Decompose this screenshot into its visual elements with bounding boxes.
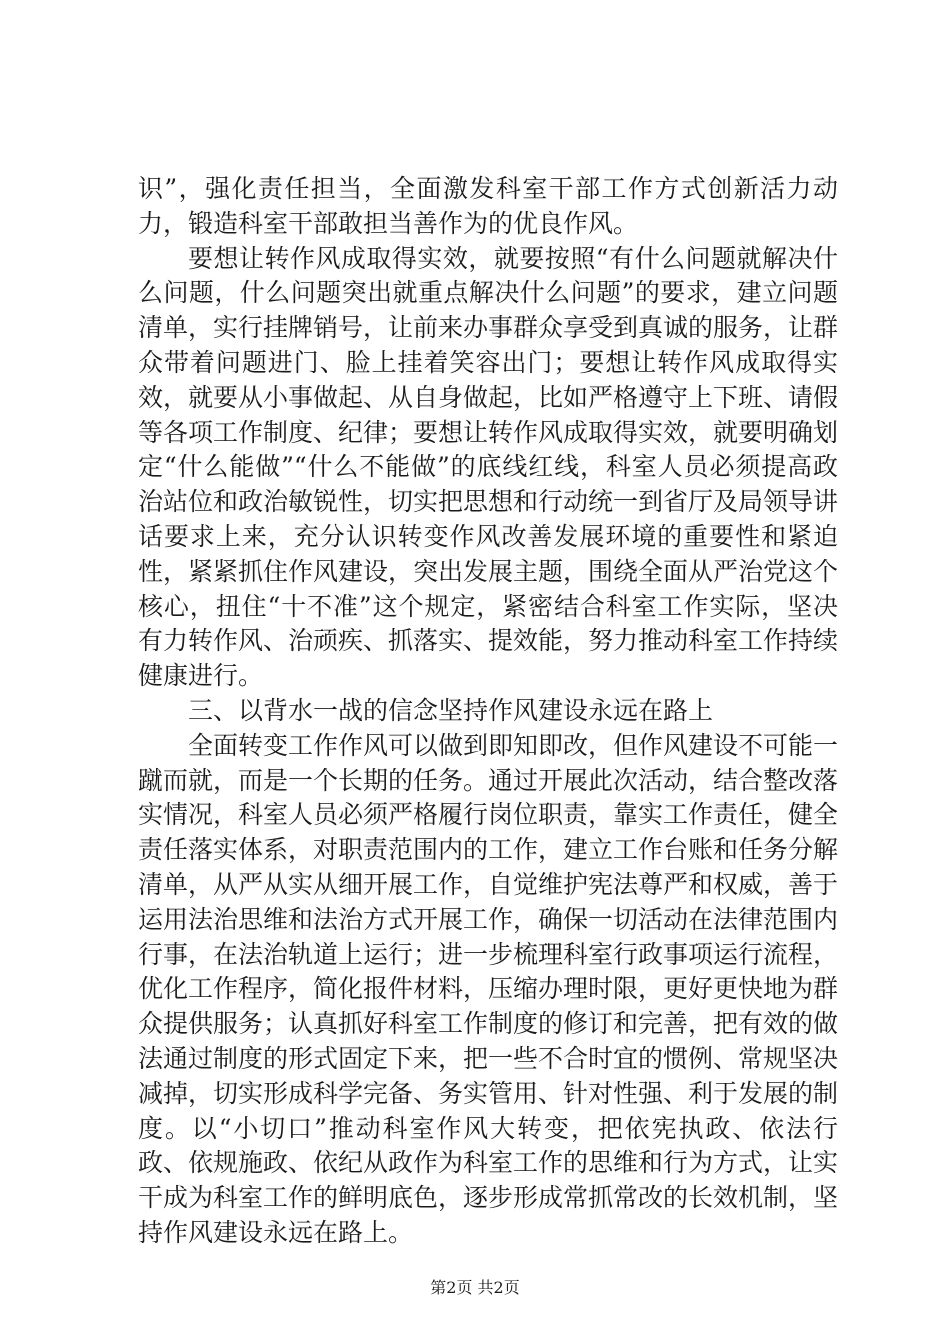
page-footer: 第2页 共2页 [430,1278,520,1297]
document-body [138,172,838,1251]
paragraph-transform-style: 要想让转作风成取得实效，就要按照“有什么问题就解决什么问题，什么问题突出就重点解决什么问题”的要求，建立问题清单，实行挂牌销号，让前来办事群众享受到真诚的服务，让群众带着问题进门、脸上挂着笑容出门；要想让转作风成取得实效，就要从小事做起、从自身做起，比如严格遵守上下班、请假等各项工作制度、纪律；要想让转作风成取得实效，就要明确划定“什么能做”“什么不能做”的底线红线，科室人员必须提高政治站位和政治敏锐性，切实把思想和行动统一到省厅及局领导讲话要求上来，充分认识转变作风改善发展环境的重要性和紧迫性，紧紧抓住作风建设，突出发展主题，围绕全面从严治党这个核心，扭住“十不准”这个规定，紧密结合科室工作实际，坚决有力转作风、治顽疾、抓落实、提效能，努力推动科室工作持续健康进行。 [138,243,839,691]
paragraph-continuation: 识”，强化责任担当，全面激发科室干部工作方式创新活力动力，锻造科室干部敢担当善作为的优良作风。 [138,174,838,238]
paragraph-long-term: 全面转变工作作风可以做到即知即改，但作风建设不可能一蹴而就，而是一个长期的任务。通过开展此次活动，结合整改落实情况，科室人员必须严格履行岗位职责，靠实工作责任，健全责任落实体系，对职责范围内的工作，建立工作台账和任务分解清单，从严从实从细开展工作，自觉维护宪法尊严和权威，善于运用法治思维和法治方式开展工作，确保一切活动在法律范围内行事，在法治轨道上运行；进一步梳理科室行政事项运行流程，优化工作程序，简化报件材料，压缩办理时限，更好更快地为群众提供服务；认真抓好科室工作制度的修订和完善，把有效的做法通过制度的形式固定下来，把一些不合时宜的惯例、常规坚决减掉，切实形成科学完备、务实管用、针对性强、利于发展的制度。以“小切口”推动科室作风大转变，把依宪执政、依法行政、依规施政、依纪从政作为科室工作的思维和行为方式，让实干成为科室工作的鲜明底色，逐步形成常抓常改的长效机制，坚持作风建设永远在路上。 [138,730,839,1247]
section-heading-three: 三、以背水一战的信念坚持作风建设永远在路上 [188,695,714,725]
